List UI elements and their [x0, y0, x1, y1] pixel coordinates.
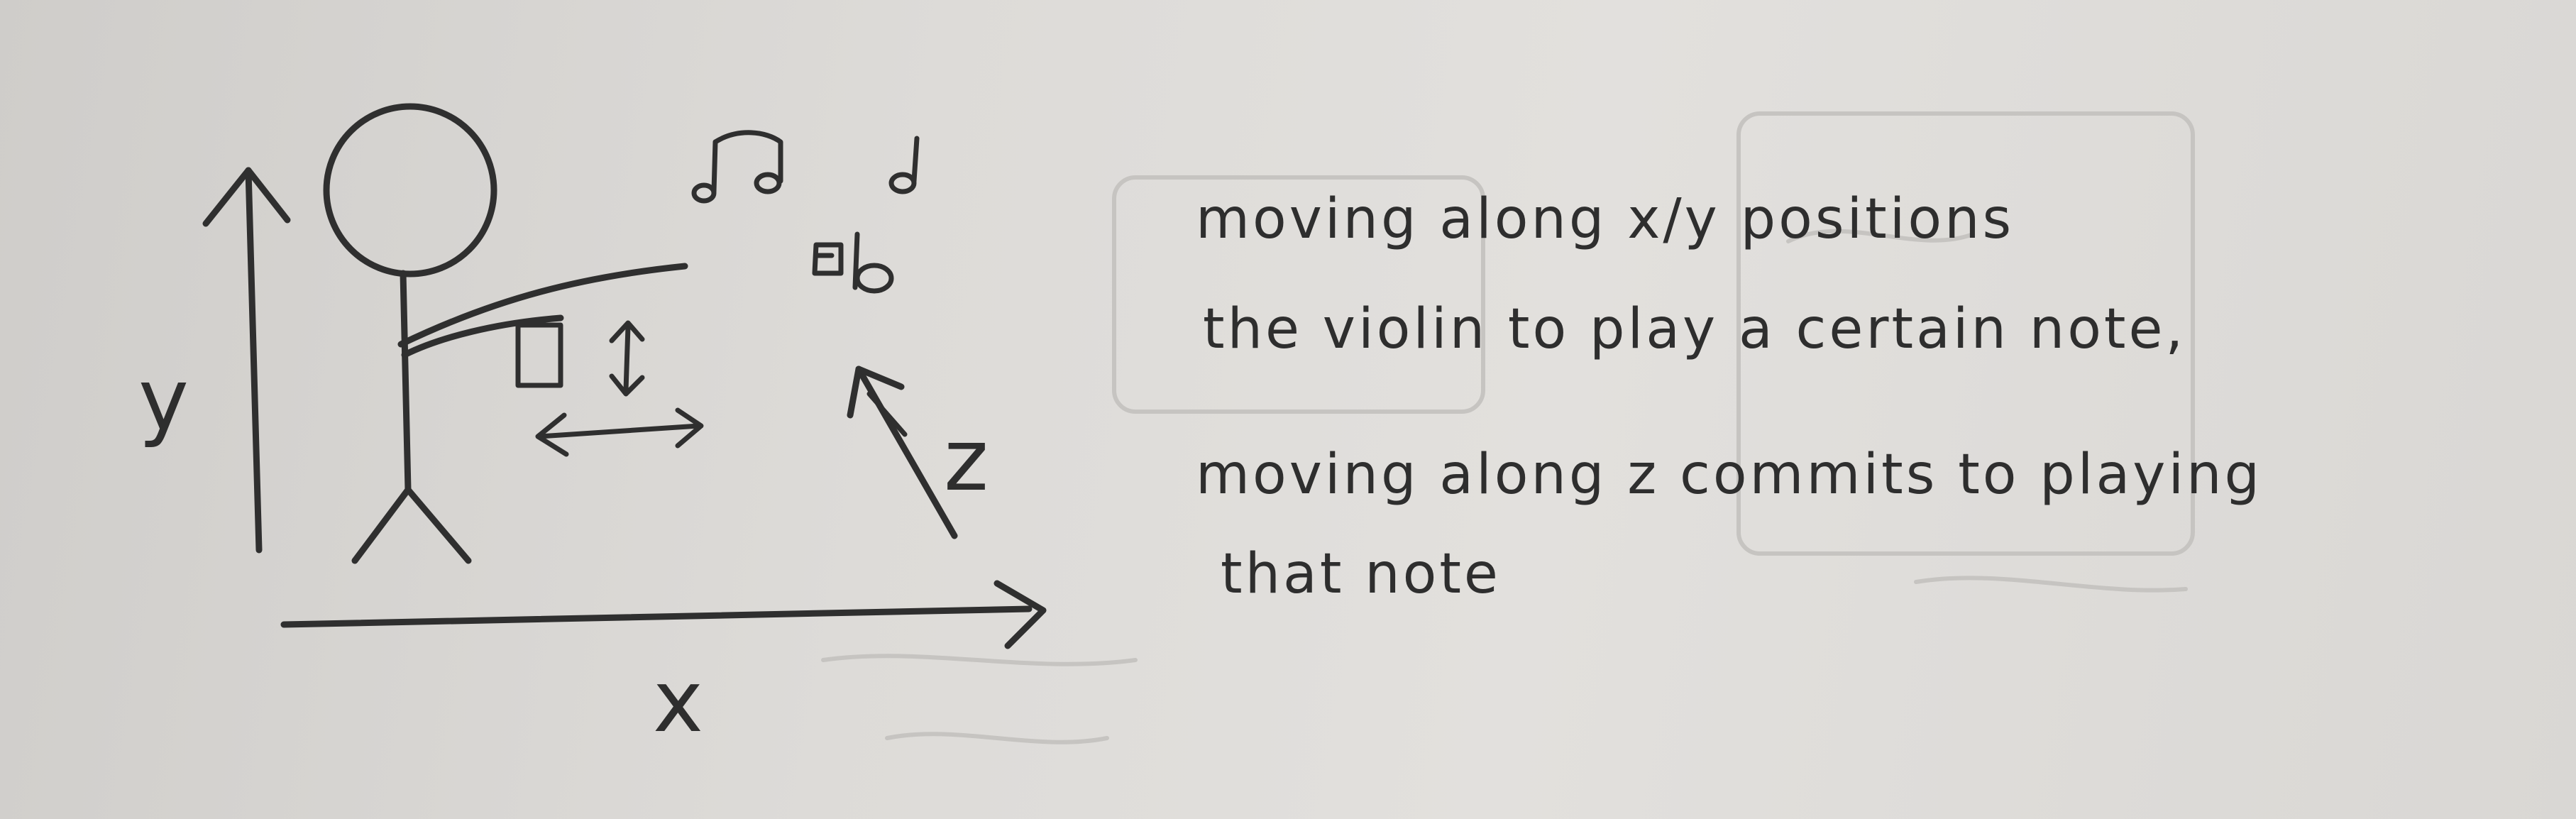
- y-axis-label: y: [138, 351, 189, 450]
- y-axis: [206, 170, 287, 550]
- z-axis-label: z: [944, 412, 989, 510]
- violin-body: [518, 325, 561, 385]
- violin-bow: [401, 266, 685, 344]
- stick-figure: [326, 106, 561, 561]
- figure-body: [403, 273, 408, 490]
- figure-right-leg: [408, 490, 468, 561]
- note-line-2: the violin to play a certain note,: [1203, 297, 2186, 361]
- note-line-3: moving along z commits to playing: [1196, 443, 2263, 507]
- note-line-4: that note: [1221, 542, 1501, 606]
- x-axis-label: x: [653, 653, 704, 752]
- music-notes-icon: [694, 133, 917, 291]
- y-motion-arrow-icon: [612, 323, 642, 394]
- figure-head: [326, 106, 494, 274]
- figure-left-leg: [355, 490, 408, 561]
- explanation-note: [1196, 187, 2262, 606]
- note-line-1: moving along x/y positions: [1196, 187, 2015, 251]
- x-motion-arrow-icon: [538, 410, 701, 454]
- x-axis: [284, 583, 1043, 646]
- violin: [401, 266, 685, 385]
- z-motion-arrow-icon: [850, 369, 954, 536]
